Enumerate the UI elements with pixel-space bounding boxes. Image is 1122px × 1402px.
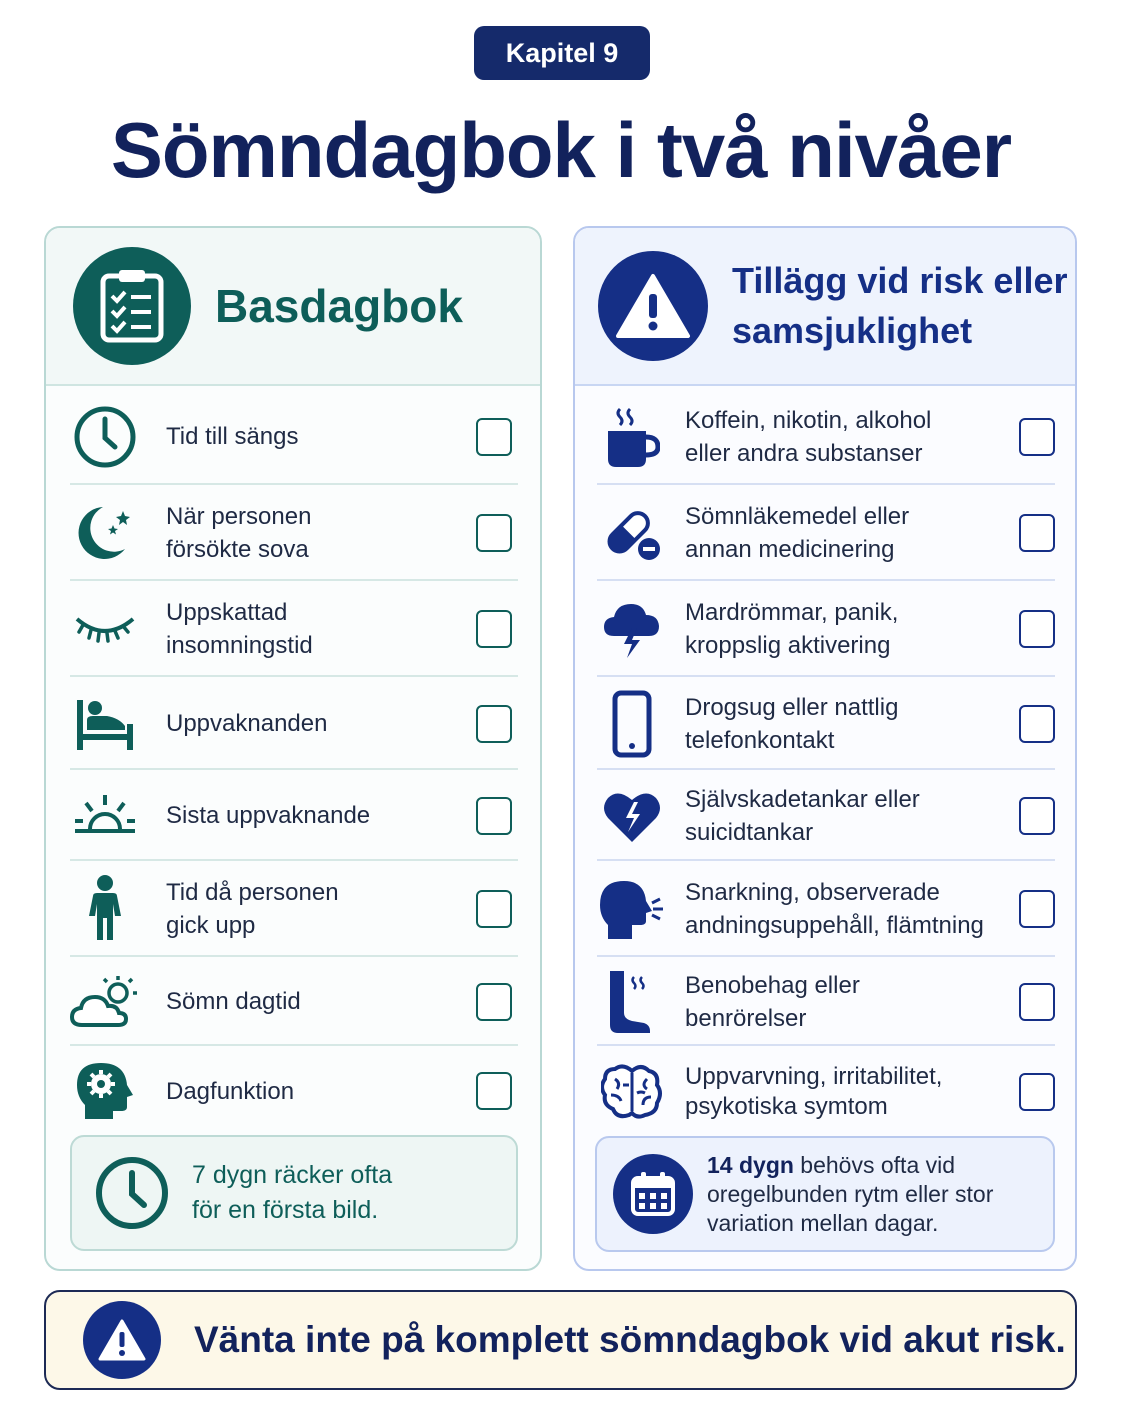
checkbox[interactable] (1019, 514, 1055, 552)
checkbox[interactable] (1019, 890, 1055, 928)
warning-triangle-icon (83, 1301, 161, 1379)
checkbox[interactable] (476, 418, 512, 456)
risk-addition-title: Tillägg vid risk eller samsjuklighet (732, 260, 1068, 351)
checkbox[interactable] (476, 514, 512, 552)
closed-eye-icon (70, 594, 140, 664)
risk-addition-panel (573, 226, 1077, 1271)
item-label: Benobehag eller benrörelser (685, 971, 860, 1032)
coffee-cup-icon (597, 402, 667, 472)
item-label: Sömnläkemedel eller annan medicinering (685, 503, 910, 563)
list-item (597, 861, 1055, 957)
item-label: Uppvaknanden (166, 710, 328, 737)
item-label: Uppskattad insomningstid (166, 599, 313, 659)
calendar-icon (613, 1154, 693, 1234)
phone-icon (597, 689, 667, 759)
list-item (597, 581, 1055, 677)
list-item (597, 1046, 1055, 1138)
note-text (707, 1151, 993, 1238)
list-item (70, 770, 518, 861)
basic-diary-note (70, 1135, 518, 1251)
basic-diary-header (46, 228, 540, 386)
list-item (70, 677, 518, 770)
checkbox[interactable] (1019, 610, 1055, 648)
item-label: När personen försökte sova (166, 503, 312, 563)
basic-diary-title: Basdagbok (215, 280, 463, 332)
chapter-badge: Kapitel 9 (474, 26, 650, 80)
risk-addition-header (575, 228, 1075, 386)
item-label: Snarkning, observerade andningsuppehåll, flämtning (685, 879, 984, 939)
note-rest: behövs ofta vid oregelbunden rytm eller stor variation mellan dagar. (707, 1151, 994, 1236)
list-item (597, 677, 1055, 770)
clock-icon (94, 1155, 170, 1236)
item-label: Tid då personen gick upp (166, 879, 339, 939)
warning-triangle-icon (598, 251, 708, 361)
checkbox[interactable] (476, 705, 512, 743)
pill-icon (597, 498, 667, 568)
list-item (597, 957, 1055, 1046)
checkbox[interactable] (1019, 797, 1055, 835)
head-gear-icon (70, 1056, 140, 1126)
checkbox[interactable] (476, 890, 512, 928)
note-text: 7 dygn räcker ofta för en första bild. (192, 1161, 393, 1224)
clock-icon (70, 402, 140, 472)
list-item (597, 770, 1055, 861)
item-label: Dagfunktion (166, 1077, 295, 1105)
list-item (70, 1046, 518, 1136)
checkbox[interactable] (476, 983, 512, 1021)
item-label: Tid till sängs (166, 423, 299, 450)
person-in-bed-icon (70, 689, 140, 759)
broken-heart-icon (597, 781, 667, 851)
list-item (597, 485, 1055, 581)
checkbox[interactable] (476, 610, 512, 648)
list-item (70, 957, 518, 1046)
item-label: Koffein, nikotin, alkohol eller andra substanser (685, 406, 932, 467)
acute-risk-banner (44, 1290, 1077, 1390)
storm-cloud-icon (597, 594, 667, 664)
item-label: Sömn dagtid (166, 988, 301, 1015)
checkbox[interactable] (476, 797, 512, 835)
moon-stars-icon (70, 498, 140, 568)
checkbox[interactable] (1019, 983, 1055, 1021)
page-title: Sömndagbok i två nivåer (110, 106, 1012, 194)
item-label: Självskadetankar eller suicidtankar (685, 785, 920, 846)
checkbox[interactable] (1019, 705, 1055, 743)
item-label: Mardrömmar, panik, kroppslig aktivering (685, 599, 899, 659)
list-item (597, 388, 1055, 485)
list-item (70, 485, 518, 581)
list-item (70, 388, 518, 485)
checkbox[interactable] (1019, 418, 1055, 456)
note-bold: 14 dygn (707, 1151, 794, 1178)
item-label: Drogsug eller nattlig telefonkontakt (685, 693, 899, 754)
snoring-head-icon (597, 874, 667, 944)
risk-addition-note (595, 1136, 1055, 1252)
banner-text: Vänta inte på komplett sömndagbok vid akut risk. (194, 1319, 1066, 1360)
cloud-sun-icon (70, 967, 140, 1037)
checkbox[interactable] (1019, 1073, 1055, 1111)
clipboard-checklist-icon (73, 247, 191, 365)
item-label: Sista uppvaknande (166, 802, 371, 829)
list-item (70, 861, 518, 957)
checkbox[interactable] (476, 1072, 512, 1110)
sunrise-icon (70, 781, 140, 851)
item-label: Uppvarvning, irritabilitet, psykotiska symtom (685, 1063, 943, 1120)
basic-diary-panel (44, 226, 542, 1271)
standing-person-icon (70, 874, 140, 944)
list-item (70, 581, 518, 677)
brain-icon (597, 1057, 667, 1127)
leg-icon (597, 967, 667, 1037)
